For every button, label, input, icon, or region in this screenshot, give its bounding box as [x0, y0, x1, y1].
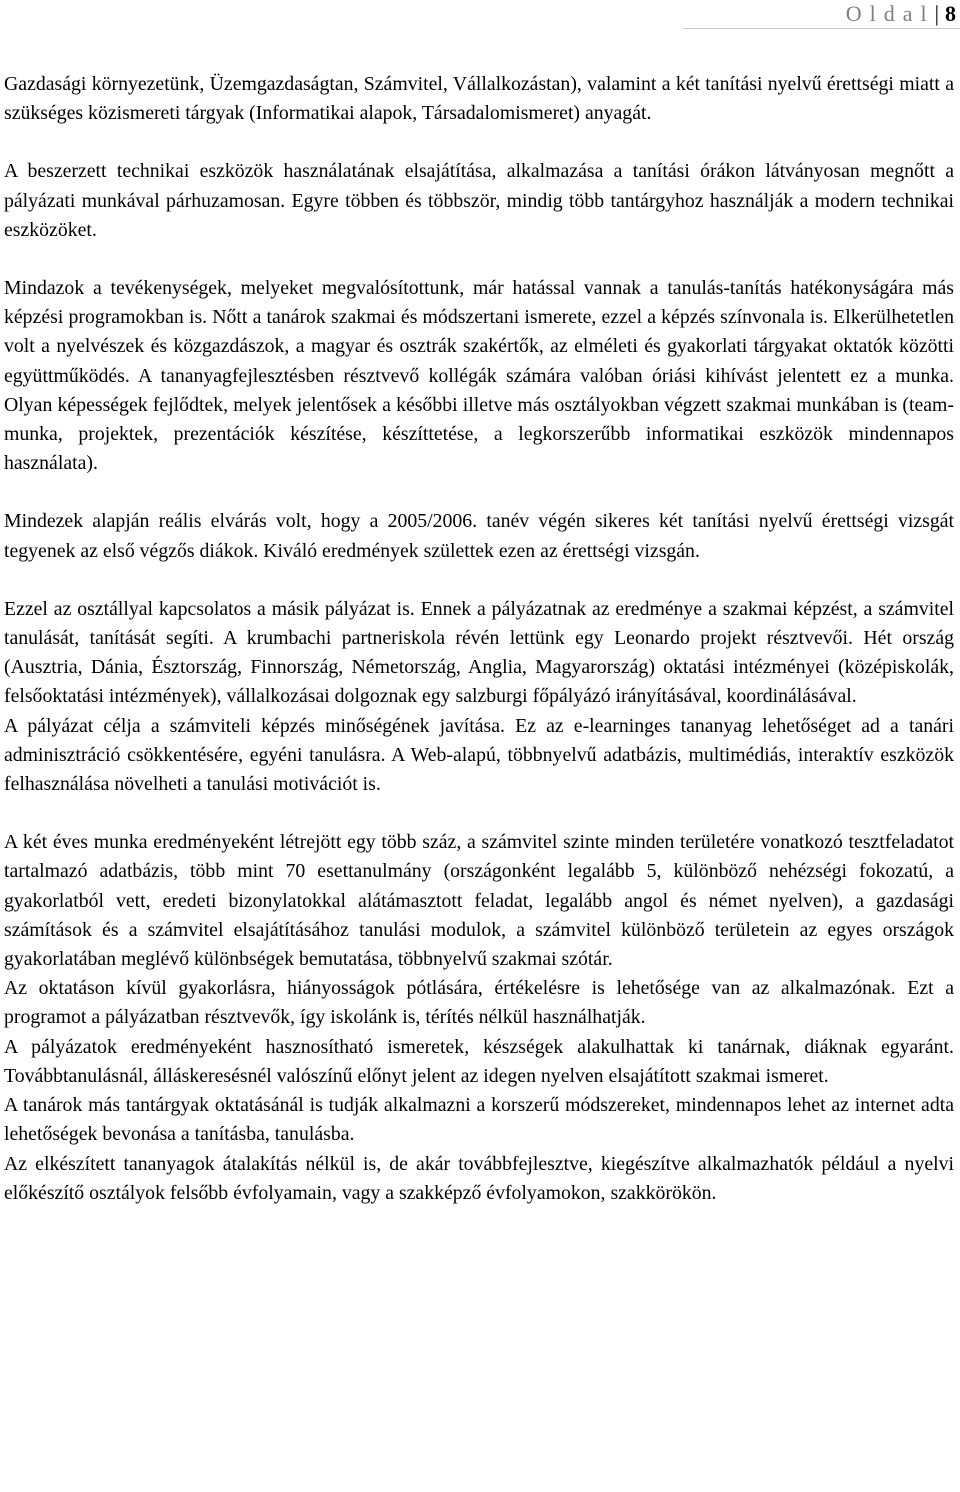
paragraph: Gazdasági környezetünk, Üzemgazdaságtan, Számvitel, Vállalkozástan), valamint a két tanítási nyelvű érettségi miatt a szükséges közismereti tárgyak (Informatikai alapok, Társadalomismeret) anyagát. — [4, 73, 954, 125]
paragraph: A pályázat célja a számviteli képzés minőségének javítása. Ez az e-learninges tananyag lehetőséget ad a tanári adminisztráció csökkentésére, egyéni tanulásra. A Web-alapú, többnyelvű adatbázis, multimédiás, interaktív eszközök felhasználása növelheti a tanulási motivációt is. — [4, 714, 954, 796]
paragraph: A pályázatok eredményeként hasznosítható ismeretek, készségek alakulhattak ki tanárnak, diáknak egyaránt. Továbbtanulásnál, álláskeresésnél valószínű előnyt jelent az idegen nyelven elsajátított szakmai ismeret. — [4, 1035, 954, 1087]
page-indicator — [846, 1, 956, 27]
document-body — [4, 70, 954, 1208]
paragraph: Mindezek alapján reális elvárás volt, hogy a 2005/2006. tanév végén sikeres két tanítási nyelvű érettségi vizsgát tegyenek az első végzős diákok. Kiváló eredmények születtek ezen az érettségi vizsgán. — [4, 510, 954, 562]
paragraph: Ezzel az osztállyal kapcsolatos a másik pályázat is. Ennek a pályázatnak az eredménye a szakmai képzést, a számvitel tanulását, tanítását segíti. A krumbachi partneriskola révén lettünk egy Leonardo projekt résztvevői. Hét ország (Ausztria, Dánia, Észtország, Finnország, Németország, Anglia, Magyarország) oktatási intézményei (középiskolák, felsőoktatási intézmények), vállalkozásai dolgoznak egy salzburgi főpályázó irányításával, koordinálásával. — [4, 597, 954, 708]
paragraph: A két éves munka eredményeként létrejött egy több száz, a számvitel szinte minden területére vonatkozó tesztfeladatot tartalmazó adatbázis, több mint 70 esettanulmány (országonként legalább 5, különböző nehézségi fokozatú, a gyakorlatból vett, eredeti bizonylatokkal alátámasztott feladat, legalább angol és német nyelven), a gazdasági számítások és a számvitel elsajátításához tanulási modulok, a számvitel különböző területein az egyes országok gyakorlatában meglévő különbségek bemutatása, többnyelvű szakmai szótár. — [4, 831, 954, 971]
paragraph: A tanárok más tantárgyak oktatásánál is tudják alkalmazni a korszerű módszereket, mindennapos lehet az internet adta lehetőségek bevonása a tanításba, tanulásba. — [4, 1094, 954, 1146]
paragraph: Az elkészített tananyagok átalakítás nélkül is, de akár továbbfejlesztve, kiegészítve alkalmazhatók például a nyelvi előkészítő osztályok felsőbb évfolyamain, vagy a szakképző évfolyamokon, szakkörökön. — [4, 1152, 954, 1204]
page-number: 8 — [945, 1, 956, 26]
paragraph: Az oktatáson kívül gyakorlásra, hiányosságok pótlására, értékelésre is lehetősége van az alkalmazónak. Ezt a programot a pályázatban résztvevők, így iskolánk is, térítés nélkül használhatják. — [4, 977, 954, 1029]
header-separator: | — [934, 1, 939, 26]
paragraph: A beszerzett technikai eszközök használatának elsajátítása, alkalmazása a tanítási órákon látványosan megnőtt a pályázati munkával párhuzamosan. Egyre többen és többször, mindig több tantárgyhoz használják a modern technikai eszközöket. — [4, 160, 954, 241]
page-header — [0, 0, 960, 30]
paragraph: Mindazok a tevékenységek, melyeket megvalósítottunk, már hatással vannak a tanulás-tanítás hatékonyságára más képzési programokban is. Nőtt a tanárok szakmai és módszertani ismerete, ezzel a képzés színvonala is. Elkerülhetetlen volt a nyelvészek és közgazdászok, a magyar és osztrák szakértők, az elméleti és gyakorlati tárgyakat oktatók közötti együttműködés. A tananyagfejlesztésben résztvevő kollégák számára valóban óriási kihívást jelentett ez a munka. Olyan képességek fejlődtek, melyek jelentősek a későbbi illetve más osztályokban végzett szakmai munkában is (team-munka, projektek, prezentációk készítése, készíttetése, a legkorszerűbb informatikai eszközök mindennapos használata). — [4, 277, 954, 475]
header-divider — [683, 28, 960, 29]
page-label: Oldal — [845, 1, 935, 26]
